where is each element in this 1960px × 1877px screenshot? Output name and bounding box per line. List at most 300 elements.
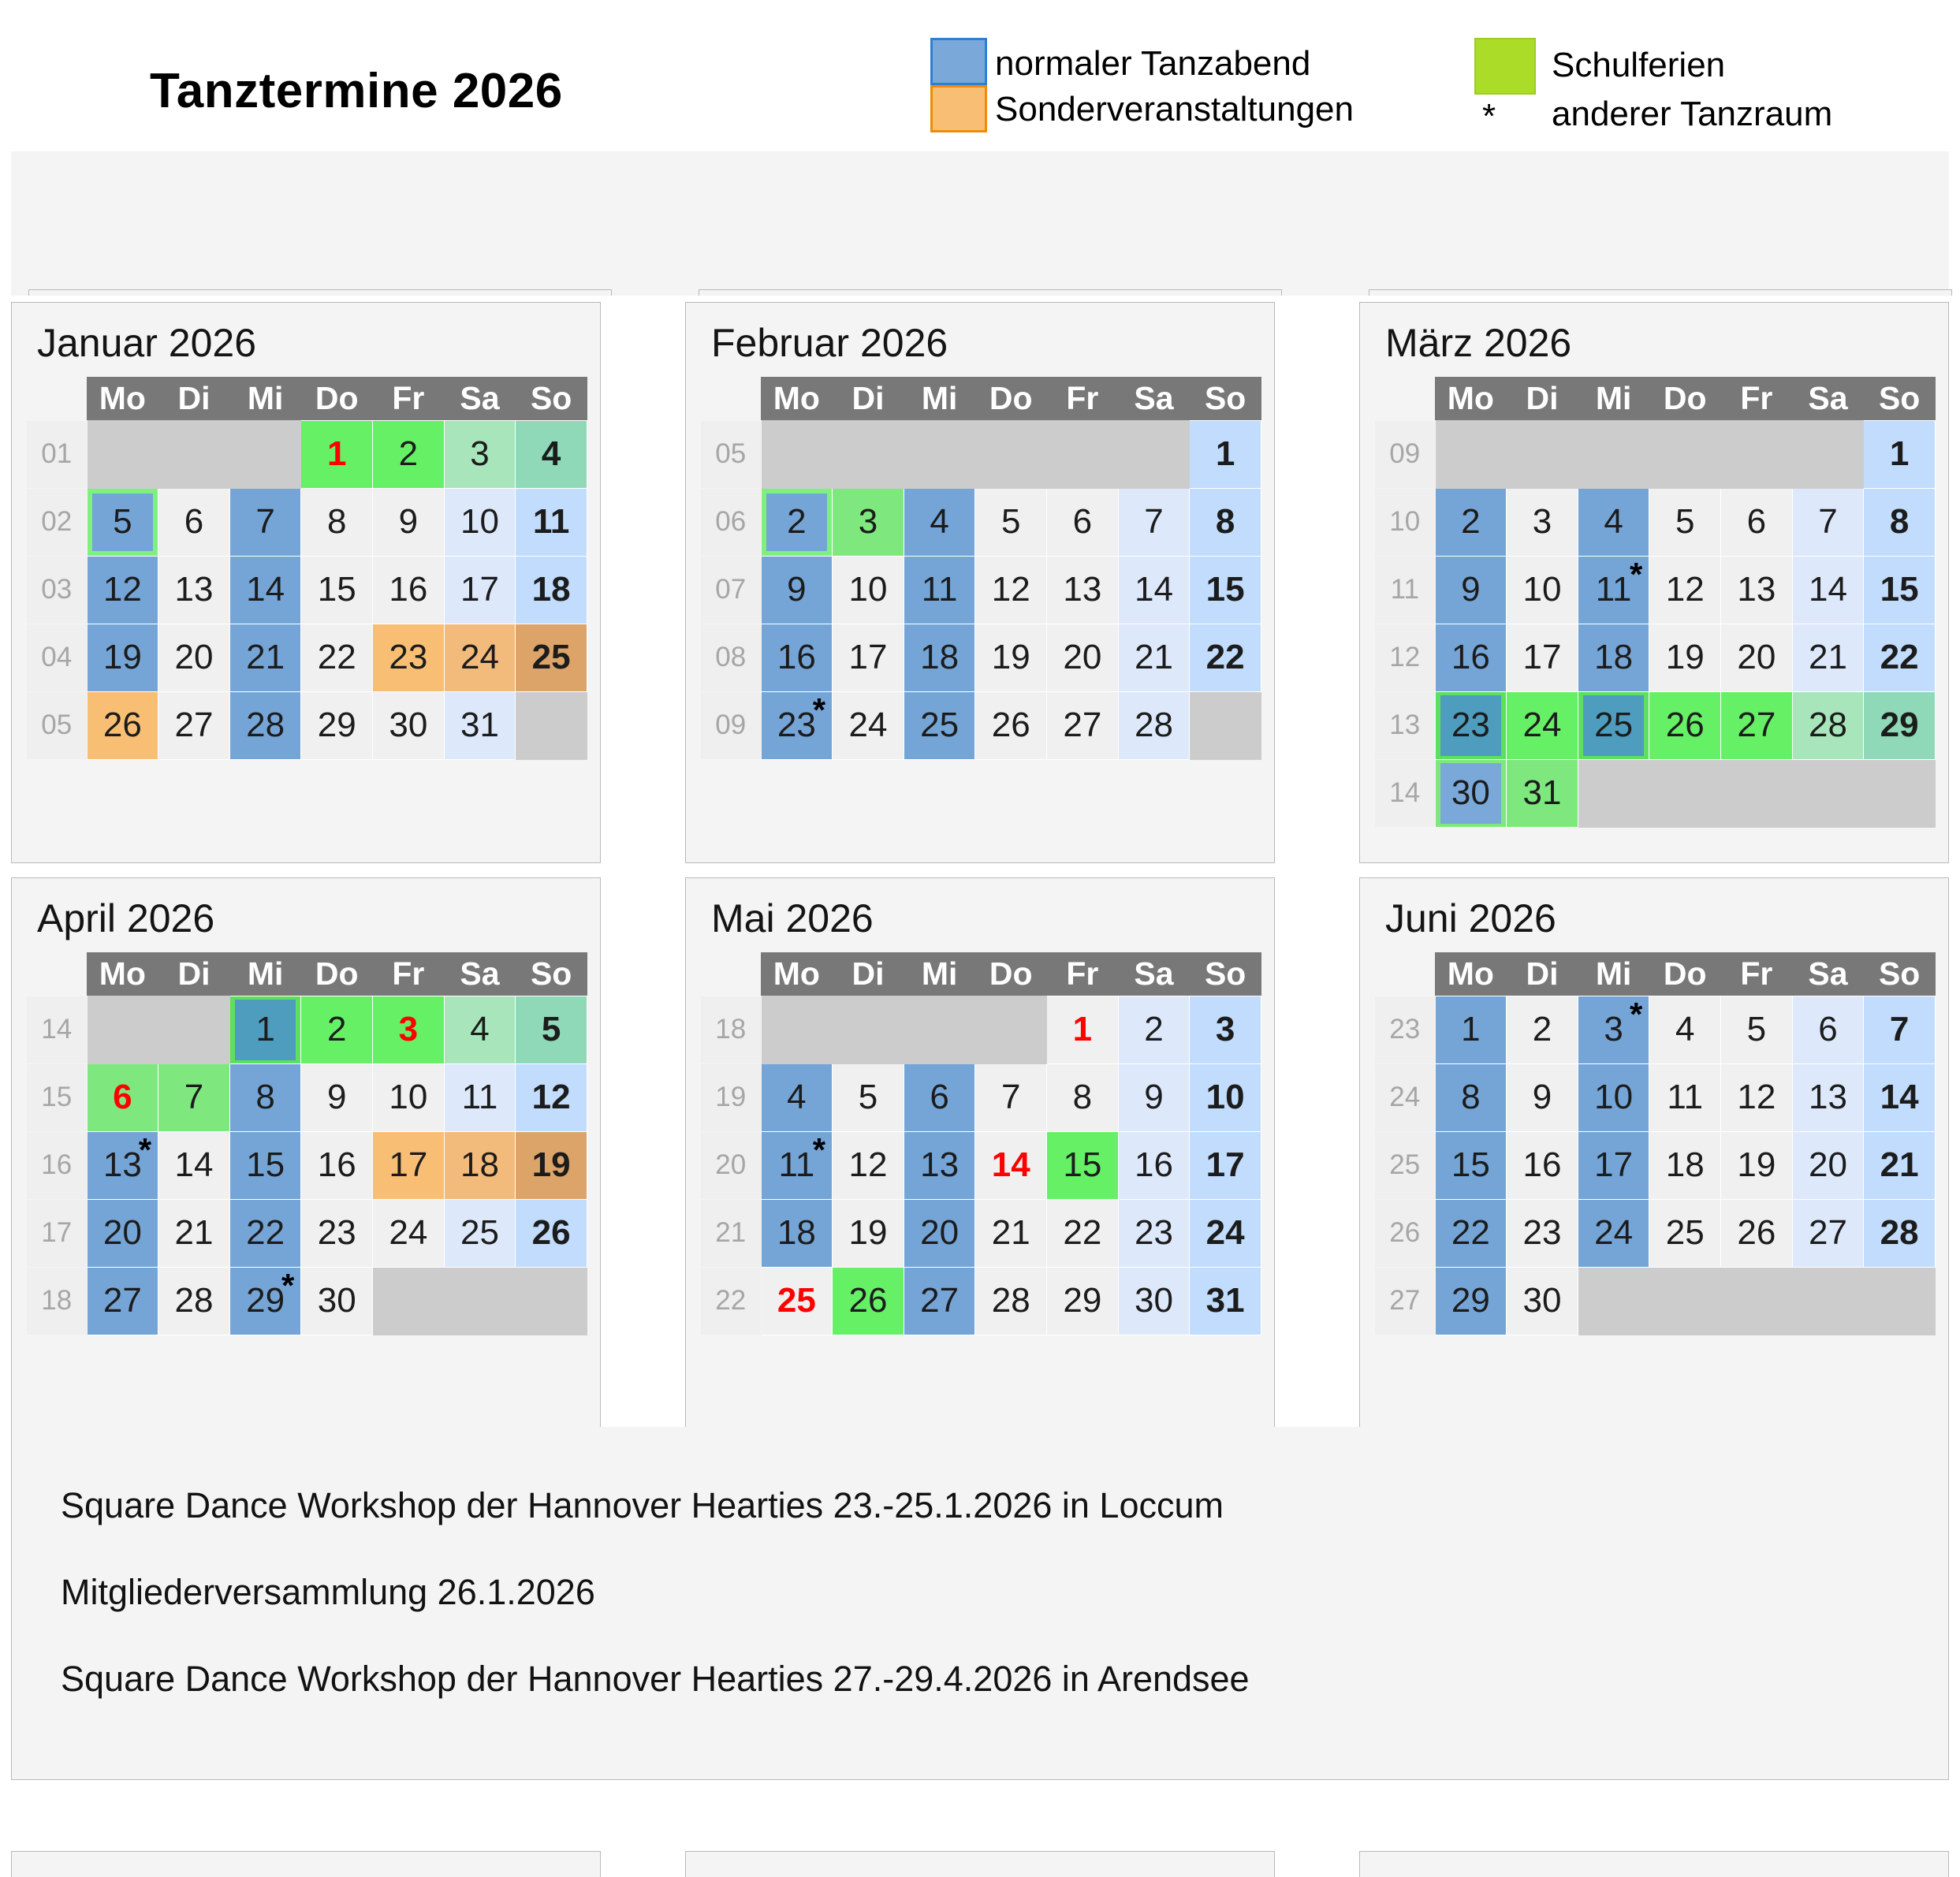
- weekday-header-do: Do: [1649, 952, 1721, 996]
- day-number: 3: [858, 502, 878, 541]
- day-number: 28: [174, 1281, 214, 1320]
- day-cell[interactable]: [158, 1063, 230, 1131]
- day-number: 14: [174, 1145, 214, 1184]
- day-cell[interactable]: [229, 1199, 301, 1267]
- day-cell[interactable]: [444, 624, 516, 691]
- day-cell[interactable]: [1118, 1199, 1190, 1267]
- day-cell-empty: [761, 420, 833, 488]
- note-line: Square Dance Workshop der Hannover Hearties 27.-29.4.2026 in Arendsee: [61, 1659, 1250, 1699]
- day-cell[interactable]: [229, 556, 301, 624]
- day-cell[interactable]: [1190, 1199, 1261, 1267]
- day-number: 30: [389, 706, 428, 744]
- day-number: 24: [1522, 706, 1562, 744]
- day-cell[interactable]: [158, 1267, 230, 1335]
- day-cell-empty: [1649, 759, 1721, 827]
- day-cell[interactable]: [1435, 691, 1507, 759]
- week-number-cell: 13: [1375, 691, 1436, 759]
- other-room-star-icon: *: [812, 691, 826, 728]
- day-cell[interactable]: [1047, 1267, 1119, 1335]
- day-number: 9: [1532, 1078, 1552, 1116]
- day-cell[interactable]: [444, 556, 516, 624]
- day-cell[interactable]: [975, 488, 1047, 556]
- day-cell-empty: [1118, 420, 1190, 488]
- day-cell[interactable]: [761, 624, 833, 691]
- day-cell[interactable]: [761, 1063, 833, 1131]
- day-cell[interactable]: [761, 1267, 833, 1335]
- weekday-header-mo: Mo: [87, 952, 158, 996]
- day-cell[interactable]: [1507, 691, 1578, 759]
- day-cell[interactable]: [516, 1131, 587, 1199]
- day-cell[interactable]: [444, 1063, 516, 1131]
- day-number: 21: [991, 1213, 1030, 1252]
- day-cell[interactable]: [1507, 1199, 1578, 1267]
- day-cell[interactable]: [1507, 624, 1578, 691]
- week-row: [27, 1063, 587, 1131]
- day-number: 23: [777, 706, 816, 744]
- day-cell[interactable]: [158, 1131, 230, 1199]
- day-cell[interactable]: [516, 996, 587, 1063]
- notes-list: [12, 1427, 1948, 1700]
- week-row: [701, 996, 1261, 1063]
- day-cell[interactable]: [444, 420, 516, 488]
- day-cell[interactable]: [904, 556, 975, 624]
- day-cell[interactable]: [1864, 624, 1936, 691]
- week-row: [27, 1131, 587, 1199]
- day-cell[interactable]: [373, 624, 445, 691]
- month-table: [1374, 377, 1936, 828]
- day-cell[interactable]: [1118, 556, 1190, 624]
- day-cell[interactable]: [1507, 488, 1578, 556]
- day-cell[interactable]: [1507, 1267, 1578, 1335]
- day-cell[interactable]: [975, 1063, 1047, 1131]
- ghost-panel-top-1: [28, 289, 612, 296]
- day-cell[interactable]: [833, 556, 904, 624]
- day-cell[interactable]: [301, 1267, 373, 1335]
- day-cell[interactable]: [1578, 624, 1649, 691]
- day-cell[interactable]: [1047, 1199, 1119, 1267]
- day-cell[interactable]: [1792, 1063, 1864, 1131]
- day-cell[interactable]: [833, 488, 904, 556]
- day-cell[interactable]: [87, 1267, 158, 1335]
- day-cell[interactable]: [1721, 1199, 1793, 1267]
- day-number: 22: [1205, 638, 1245, 676]
- day-number: 7: [184, 1078, 204, 1116]
- ghost-panel-bottom-1: [11, 1851, 601, 1877]
- day-number: 20: [102, 1213, 142, 1252]
- day-cell[interactable]: [1435, 759, 1507, 827]
- day-cell[interactable]: [1578, 1063, 1649, 1131]
- day-number: 10: [848, 570, 888, 609]
- month-card: [685, 302, 1275, 863]
- weekday-header-fr: Fr: [1721, 377, 1793, 420]
- day-cell[interactable]: [904, 1267, 975, 1335]
- day-number: 29: [1451, 1281, 1490, 1320]
- day-number: 2: [1532, 1010, 1552, 1048]
- day-cell[interactable]: [1507, 1131, 1578, 1199]
- day-cell[interactable]: [1649, 1199, 1721, 1267]
- day-cell[interactable]: [833, 1267, 904, 1335]
- day-cell[interactable]: [1864, 1199, 1936, 1267]
- day-number: 17: [389, 1145, 428, 1184]
- day-cell[interactable]: [229, 1131, 301, 1199]
- day-number: 16: [317, 1145, 356, 1184]
- day-cell[interactable]: [1792, 1199, 1864, 1267]
- day-cell[interactable]: [1649, 691, 1721, 759]
- day-cell[interactable]: [904, 1131, 975, 1199]
- day-cell[interactable]: [1047, 1063, 1119, 1131]
- weekday-header-di: Di: [1507, 952, 1578, 996]
- day-number: 6: [184, 502, 204, 541]
- day-cell[interactable]: [158, 624, 230, 691]
- day-cell[interactable]: [761, 1199, 833, 1267]
- day-cell[interactable]: [1190, 1063, 1261, 1131]
- day-cell[interactable]: [1047, 488, 1119, 556]
- day-cell[interactable]: [1507, 759, 1578, 827]
- day-number: 8: [255, 1078, 275, 1116]
- day-cell[interactable]: [1435, 1199, 1507, 1267]
- day-number: 16: [389, 570, 428, 609]
- day-cell[interactable]: [301, 624, 373, 691]
- week-row: [27, 420, 587, 488]
- day-cell[interactable]: [904, 691, 975, 759]
- day-number: 28: [1134, 706, 1173, 744]
- day-cell[interactable]: [1864, 1063, 1936, 1131]
- day-number: 29: [1880, 706, 1919, 744]
- day-cell[interactable]: [516, 624, 587, 691]
- weekday-header-so: So: [1190, 952, 1261, 996]
- day-number: 9: [787, 570, 807, 609]
- day-number: 22: [1063, 1213, 1102, 1252]
- day-cell[interactable]: [1649, 556, 1721, 624]
- week-number-cell: 20: [701, 1131, 762, 1199]
- day-cell[interactable]: [158, 556, 230, 624]
- day-cell[interactable]: [833, 1199, 904, 1267]
- day-cell[interactable]: [761, 691, 833, 759]
- day-cell[interactable]: [229, 1063, 301, 1131]
- day-number: 13: [174, 570, 214, 609]
- day-number: 25: [1665, 1213, 1705, 1252]
- day-number: 12: [1737, 1078, 1776, 1116]
- day-cell[interactable]: [229, 996, 301, 1063]
- day-cell[interactable]: [833, 1063, 904, 1131]
- day-cell[interactable]: [1721, 996, 1793, 1063]
- day-cell[interactable]: [904, 488, 975, 556]
- day-cell[interactable]: [158, 691, 230, 759]
- day-cell[interactable]: [373, 1131, 445, 1199]
- day-cell[interactable]: [1435, 624, 1507, 691]
- day-cell[interactable]: [301, 691, 373, 759]
- day-cell[interactable]: [1578, 996, 1649, 1063]
- weekday-header-mi: Mi: [904, 952, 975, 996]
- legend-swatch-special-events-icon: [930, 85, 987, 132]
- day-cell[interactable]: [373, 488, 445, 556]
- weekday-header-fr: Fr: [1721, 952, 1793, 996]
- day-cell[interactable]: [373, 996, 445, 1063]
- day-number: 25: [777, 1281, 816, 1320]
- day-number: 30: [1134, 1281, 1173, 1320]
- day-cell[interactable]: [1721, 556, 1793, 624]
- day-cell[interactable]: [1190, 1131, 1261, 1199]
- day-cell[interactable]: [301, 1199, 373, 1267]
- day-cell[interactable]: [1792, 691, 1864, 759]
- day-number: 1: [1461, 1010, 1481, 1048]
- day-cell[interactable]: [904, 1063, 975, 1131]
- day-cell[interactable]: [229, 624, 301, 691]
- day-number: 12: [848, 1145, 888, 1184]
- day-cell[interactable]: [1792, 996, 1864, 1063]
- day-cell[interactable]: [158, 488, 230, 556]
- day-cell[interactable]: [761, 488, 833, 556]
- day-cell[interactable]: [904, 1199, 975, 1267]
- day-cell[interactable]: [1864, 691, 1936, 759]
- day-number: 17: [1522, 638, 1562, 676]
- day-cell[interactable]: [1047, 691, 1119, 759]
- week-row: [701, 1063, 1261, 1131]
- day-number: 15: [1063, 1145, 1102, 1184]
- day-cell[interactable]: [1578, 1131, 1649, 1199]
- day-number: 2: [1461, 502, 1481, 541]
- day-cell[interactable]: [1649, 996, 1721, 1063]
- month-card: [1359, 877, 1949, 1439]
- day-number: 26: [991, 706, 1030, 744]
- day-cell-empty: [904, 420, 975, 488]
- day-cell[interactable]: [1118, 691, 1190, 759]
- day-number: 23: [1134, 1213, 1173, 1252]
- weekday-header-fr: Fr: [373, 377, 445, 420]
- week-number-cell: 05: [27, 691, 88, 759]
- day-cell[interactable]: [373, 1199, 445, 1267]
- day-cell[interactable]: [158, 1199, 230, 1267]
- day-cell[interactable]: [833, 691, 904, 759]
- day-cell[interactable]: [1118, 1131, 1190, 1199]
- day-cell[interactable]: [373, 420, 445, 488]
- week-row: [1375, 691, 1936, 759]
- day-cell[interactable]: [1435, 556, 1507, 624]
- day-cell[interactable]: [1649, 624, 1721, 691]
- day-cell[interactable]: [1578, 556, 1649, 624]
- day-number: 7: [1000, 1078, 1021, 1116]
- day-cell[interactable]: [1864, 488, 1936, 556]
- day-cell[interactable]: [975, 1267, 1047, 1335]
- day-cell[interactable]: [301, 1131, 373, 1199]
- day-cell[interactable]: [1864, 556, 1936, 624]
- ghost-panel-top-2: [699, 289, 1282, 296]
- day-number: 7: [1889, 1010, 1910, 1048]
- day-cell[interactable]: [1578, 691, 1649, 759]
- day-cell[interactable]: [1118, 1267, 1190, 1335]
- day-cell[interactable]: [1649, 488, 1721, 556]
- day-number: 4: [787, 1078, 807, 1116]
- legend-swatch-stack: [930, 38, 987, 132]
- day-number: 8: [1461, 1078, 1481, 1116]
- day-cell[interactable]: [1047, 624, 1119, 691]
- day-cell[interactable]: [1190, 420, 1261, 488]
- day-cell[interactable]: [761, 556, 833, 624]
- day-number: 5: [1000, 502, 1021, 541]
- day-cell[interactable]: [1047, 556, 1119, 624]
- day-cell[interactable]: [1435, 488, 1507, 556]
- week-number-cell: 07: [701, 556, 762, 624]
- day-cell[interactable]: [1721, 691, 1793, 759]
- day-number: 19: [531, 1145, 571, 1184]
- day-cell[interactable]: [516, 1063, 587, 1131]
- day-cell[interactable]: [1792, 556, 1864, 624]
- day-number: 28: [991, 1281, 1030, 1320]
- week-row: [701, 624, 1261, 691]
- day-cell[interactable]: [229, 1267, 301, 1335]
- day-cell[interactable]: [1190, 996, 1261, 1063]
- weekday-header-do: Do: [301, 377, 373, 420]
- other-room-star-icon: *: [1630, 555, 1643, 593]
- day-cell[interactable]: [1864, 1131, 1936, 1199]
- day-cell[interactable]: [1435, 996, 1507, 1063]
- day-cell[interactable]: [87, 1131, 158, 1199]
- day-cell[interactable]: [1864, 996, 1936, 1063]
- day-number: 8: [326, 502, 347, 541]
- weekday-header-so: So: [516, 377, 587, 420]
- day-cell[interactable]: [516, 556, 587, 624]
- week-number-cell: 01: [27, 420, 88, 488]
- day-number: 21: [1880, 1145, 1919, 1184]
- day-cell[interactable]: [1118, 996, 1190, 1063]
- day-cell[interactable]: [975, 624, 1047, 691]
- day-cell[interactable]: [87, 556, 158, 624]
- day-cell-empty: [1792, 759, 1864, 827]
- day-cell[interactable]: [1507, 1063, 1578, 1131]
- day-cell[interactable]: [87, 624, 158, 691]
- day-number: 17: [1594, 1145, 1634, 1184]
- day-cell[interactable]: [1507, 556, 1578, 624]
- day-cell[interactable]: [761, 1131, 833, 1199]
- week-number-cell: 21: [701, 1199, 762, 1267]
- day-cell[interactable]: [1435, 1063, 1507, 1131]
- day-number: 16: [777, 638, 816, 676]
- day-cell[interactable]: [301, 488, 373, 556]
- day-cell[interactable]: [1864, 420, 1936, 488]
- day-cell[interactable]: [87, 1063, 158, 1131]
- day-cell-empty: [975, 420, 1047, 488]
- day-cell[interactable]: [975, 691, 1047, 759]
- day-cell[interactable]: [444, 1131, 516, 1199]
- day-cell[interactable]: [1578, 1199, 1649, 1267]
- day-cell[interactable]: [833, 1131, 904, 1199]
- day-cell[interactable]: [1118, 1063, 1190, 1131]
- day-cell[interactable]: [1190, 624, 1261, 691]
- day-cell[interactable]: [516, 1199, 587, 1267]
- day-cell[interactable]: [1047, 996, 1119, 1063]
- day-number: 13: [102, 1145, 142, 1184]
- weekday-header-do: Do: [1649, 377, 1721, 420]
- day-cell[interactable]: [516, 420, 587, 488]
- day-cell[interactable]: [904, 624, 975, 691]
- day-cell[interactable]: [1792, 1131, 1864, 1199]
- day-cell-empty: [1578, 759, 1649, 827]
- day-cell[interactable]: [1792, 488, 1864, 556]
- day-number: 19: [848, 1213, 888, 1252]
- day-cell[interactable]: [301, 420, 373, 488]
- weekday-header-di: Di: [833, 377, 904, 420]
- legend-star-icon: *: [1482, 97, 1496, 136]
- day-cell[interactable]: [301, 556, 373, 624]
- day-cell[interactable]: [1578, 488, 1649, 556]
- day-number: 9: [1144, 1078, 1164, 1116]
- month-table: [26, 377, 587, 760]
- day-number: 13: [1808, 1078, 1847, 1116]
- day-number: 23: [389, 638, 428, 676]
- day-cell[interactable]: [444, 996, 516, 1063]
- day-cell[interactable]: [301, 996, 373, 1063]
- day-cell[interactable]: [1507, 996, 1578, 1063]
- day-cell[interactable]: [1435, 1131, 1507, 1199]
- week-row: [27, 556, 587, 624]
- day-cell[interactable]: [1047, 1131, 1119, 1199]
- day-cell[interactable]: [1721, 1131, 1793, 1199]
- notes-panel: [11, 1427, 1949, 1780]
- page-header: [0, 0, 1960, 150]
- day-cell[interactable]: [229, 691, 301, 759]
- day-number: 24: [1205, 1213, 1245, 1252]
- day-cell[interactable]: [975, 556, 1047, 624]
- day-cell[interactable]: [1190, 488, 1261, 556]
- day-cell[interactable]: [516, 488, 587, 556]
- day-cell-empty: [87, 996, 158, 1063]
- day-cell[interactable]: [1190, 556, 1261, 624]
- day-cell[interactable]: [1649, 1131, 1721, 1199]
- day-cell[interactable]: [1190, 1267, 1261, 1335]
- day-number: 27: [1808, 1213, 1847, 1252]
- day-cell[interactable]: [301, 1063, 373, 1131]
- week-number-cell: 10: [1375, 488, 1436, 556]
- day-number: 6: [113, 1078, 132, 1116]
- day-cell[interactable]: [975, 1131, 1047, 1199]
- day-cell[interactable]: [87, 1199, 158, 1267]
- day-cell[interactable]: [1118, 488, 1190, 556]
- day-cell[interactable]: [1649, 1063, 1721, 1131]
- day-number: 9: [326, 1078, 347, 1116]
- day-cell[interactable]: [87, 691, 158, 759]
- day-number: 11: [532, 502, 570, 541]
- day-number: 16: [1451, 638, 1490, 676]
- ghost-panel-top-3: [1369, 289, 1952, 296]
- day-cell[interactable]: [1792, 624, 1864, 691]
- day-cell[interactable]: [229, 488, 301, 556]
- day-cell[interactable]: [444, 1199, 516, 1267]
- day-cell[interactable]: [373, 556, 445, 624]
- day-cell[interactable]: [975, 1199, 1047, 1267]
- day-cell[interactable]: [1435, 1267, 1507, 1335]
- day-cell[interactable]: [833, 624, 904, 691]
- weekday-header-fr: Fr: [1047, 952, 1119, 996]
- day-cell[interactable]: [444, 691, 516, 759]
- day-cell[interactable]: [444, 488, 516, 556]
- weekday-header-mi: Mi: [1578, 377, 1649, 420]
- day-number: 12: [102, 570, 142, 609]
- ghost-panel-bottom-2: [685, 1851, 1275, 1877]
- day-number: 17: [1205, 1145, 1245, 1184]
- day-cell[interactable]: [373, 1063, 445, 1131]
- day-cell[interactable]: [373, 691, 445, 759]
- day-number: 25: [531, 638, 571, 676]
- day-cell-empty: [1047, 420, 1119, 488]
- week-row: [1375, 1267, 1936, 1335]
- weekday-header-mo: Mo: [1435, 952, 1507, 996]
- day-cell[interactable]: [1721, 488, 1793, 556]
- day-cell[interactable]: [1721, 624, 1793, 691]
- day-cell[interactable]: [1118, 624, 1190, 691]
- day-cell[interactable]: [87, 488, 158, 556]
- day-cell[interactable]: [1721, 1063, 1793, 1131]
- week-row: [701, 1199, 1261, 1267]
